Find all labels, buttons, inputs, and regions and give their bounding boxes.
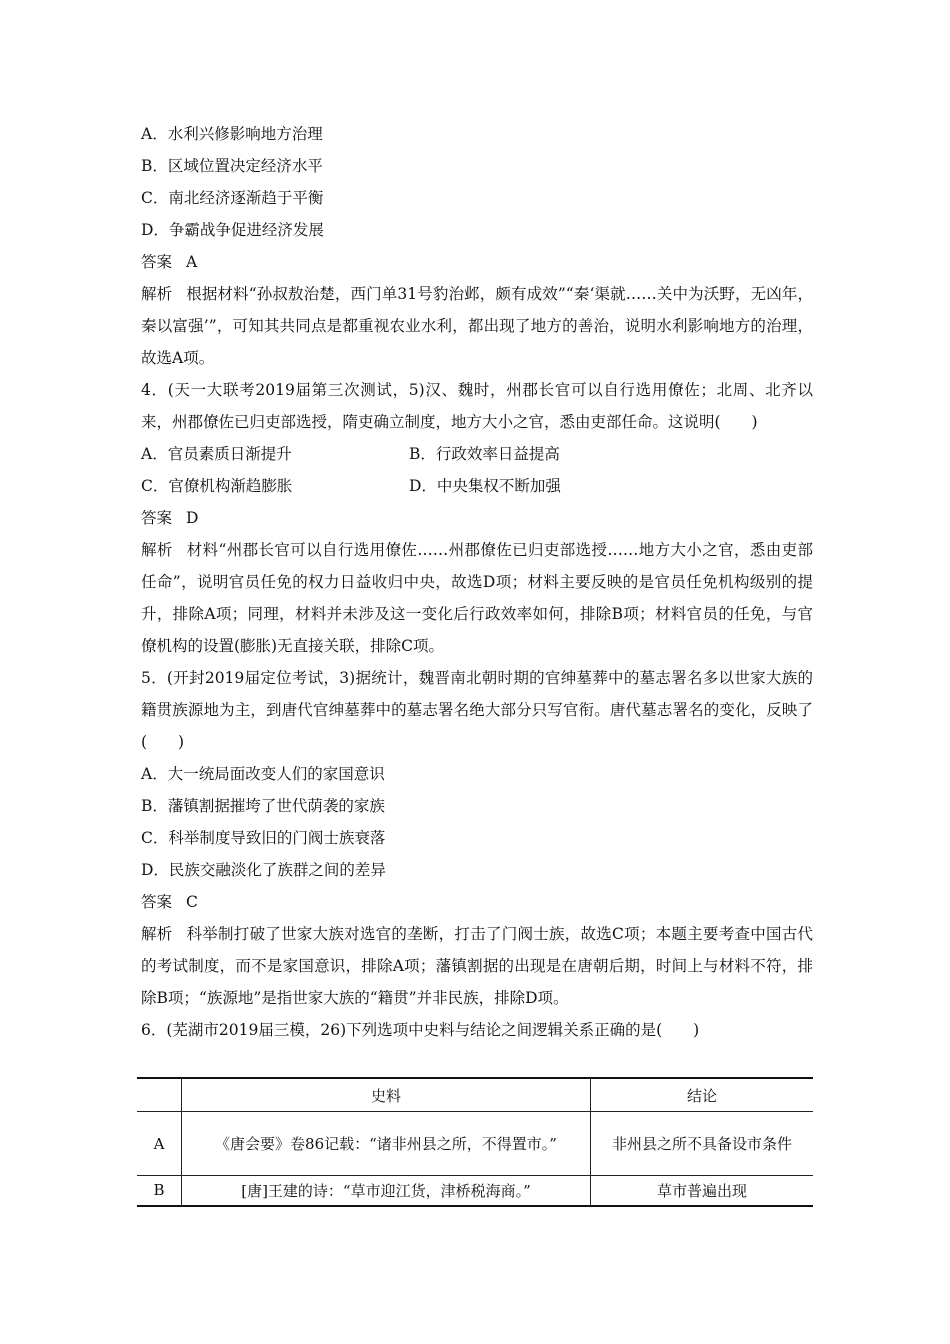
q4-analysis xyxy=(141,534,813,662)
row-material: [唐]王建的诗：“草市迎江货，津桥税海商。” xyxy=(182,1176,591,1206)
q4-stem: 4．(天一大联考2019届第三次测试，5)汉、魏时，州郡长官可以自行选用僚佐；北周、北齐以来，州郡僚佐已归吏部选授，隋吏确立制度，地方大小之官，悉由吏部任命。这说明( ) xyxy=(141,381,813,431)
document-page xyxy=(141,118,813,1046)
table-header-conclusion: 结论 xyxy=(591,1078,814,1112)
answer-label: 答案 xyxy=(141,509,173,527)
answer-label: 答案 xyxy=(141,253,173,271)
q4-options-row-1 xyxy=(141,438,813,470)
q5-option-d: D．民族交融淡化了族群之间的差异 xyxy=(141,861,386,879)
row-conclusion: 非州县之所不具备设市条件 xyxy=(591,1112,814,1176)
q5-analysis xyxy=(141,918,813,1014)
answer-value: D xyxy=(186,509,199,527)
row-label: A xyxy=(137,1112,182,1176)
q4-options-row-2 xyxy=(141,470,813,502)
analysis-label: 解析 xyxy=(141,541,173,559)
row-material xyxy=(182,1112,591,1176)
q3-option-a: A．水利兴修影响地方治理 xyxy=(141,125,323,143)
analysis-text: 材料“州郡长官可以自行选用僚佐……州郡僚佐已归吏部选授……地方大小之官，悉由吏部任命”，说明官员任免的权力日益收归中央，故选D项；材料主要反映的是官员任免机构级别的提升，排除A项；同理，材料并未涉及这一变化后行政效率如何，排除B项；材料官员的任免，与官僚机构的设置(膨胀)无直接关联，排除C项。 xyxy=(141,541,813,655)
q4-option-d: D．中央集权不断加强 xyxy=(409,477,561,495)
table-row xyxy=(137,1112,813,1176)
q4-answer xyxy=(141,502,813,534)
answer-value: A xyxy=(186,253,198,271)
q3-option-c: C．南北经济逐渐趋于平衡 xyxy=(141,189,324,207)
q5-option-b: B．藩镇割据摧垮了世代荫袭的家族 xyxy=(141,797,385,815)
q3-option-d: D．争霸战争促进经济发展 xyxy=(141,221,324,239)
table-header-row xyxy=(137,1078,813,1112)
q3-answer xyxy=(141,246,813,278)
analysis-label: 解析 xyxy=(141,285,173,303)
table-row xyxy=(137,1176,813,1206)
analysis-text: 科举制打破了世家大族对选官的垄断，打击了门阀士族，故选C项；本题主要考查中国古代的考试制度，而不是家国意识，排除A项；藩镇割据的出现是在唐朝后期，时间上与材料不符，排除B项；“族源地”是指世家大族的“籍贯”并非民族，排除D项。 xyxy=(141,925,813,1007)
answer-value: C xyxy=(186,893,198,911)
table-header-cell xyxy=(137,1078,182,1112)
q5-option-c: C．科举制度导致旧的门阀士族衰落 xyxy=(141,829,386,847)
q6-stem: 6．(芜湖市2019届三模，26)下列选项中史料与结论之间逻辑关系正确的是( ) xyxy=(141,1021,700,1039)
q3-option-b: B．区域位置决定经济水平 xyxy=(141,157,323,175)
q3-analysis xyxy=(141,278,813,374)
q5-answer xyxy=(141,886,813,918)
q4-option-b: B．行政效率日益提高 xyxy=(409,445,560,463)
row-label: B xyxy=(137,1176,182,1206)
q5-option-a: A．大一统局面改变人们的家国意识 xyxy=(141,765,385,783)
q4-option-c: C．官僚机构渐趋膨胀 xyxy=(141,477,293,495)
table-header-material: 史料 xyxy=(182,1078,591,1112)
q6-table xyxy=(137,1077,813,1207)
q5-stem: 5．(开封2019届定位考试，3)据统计，魏晋南北朝时期的官绅墓葬中的墓志署名多以世家大族的籍贯族源地为主，到唐代官绅墓葬中的墓志署名绝大部分只写官衔。唐代墓志署名的变化，反映了( ) xyxy=(141,669,813,751)
analysis-label: 解析 xyxy=(141,925,173,943)
analysis-text: 根据材料“孙叔敖治楚，西门单31号豹治邺，颇有成效”“秦‘渠就……关中为沃野，无凶年，秦以富强’”，可知其共同点是都重视农业水利，都出现了地方的善治，说明水利影响地方的治理，故选A项。 xyxy=(141,285,813,367)
q4-option-a: A．官员素质日渐提升 xyxy=(141,445,292,463)
material-text: 《唐会要》卷86记载：“诸非州县之所，不得置市。” xyxy=(215,1134,557,1153)
answer-label: 答案 xyxy=(141,893,173,911)
row-conclusion: 草市普遍出现 xyxy=(591,1176,814,1206)
